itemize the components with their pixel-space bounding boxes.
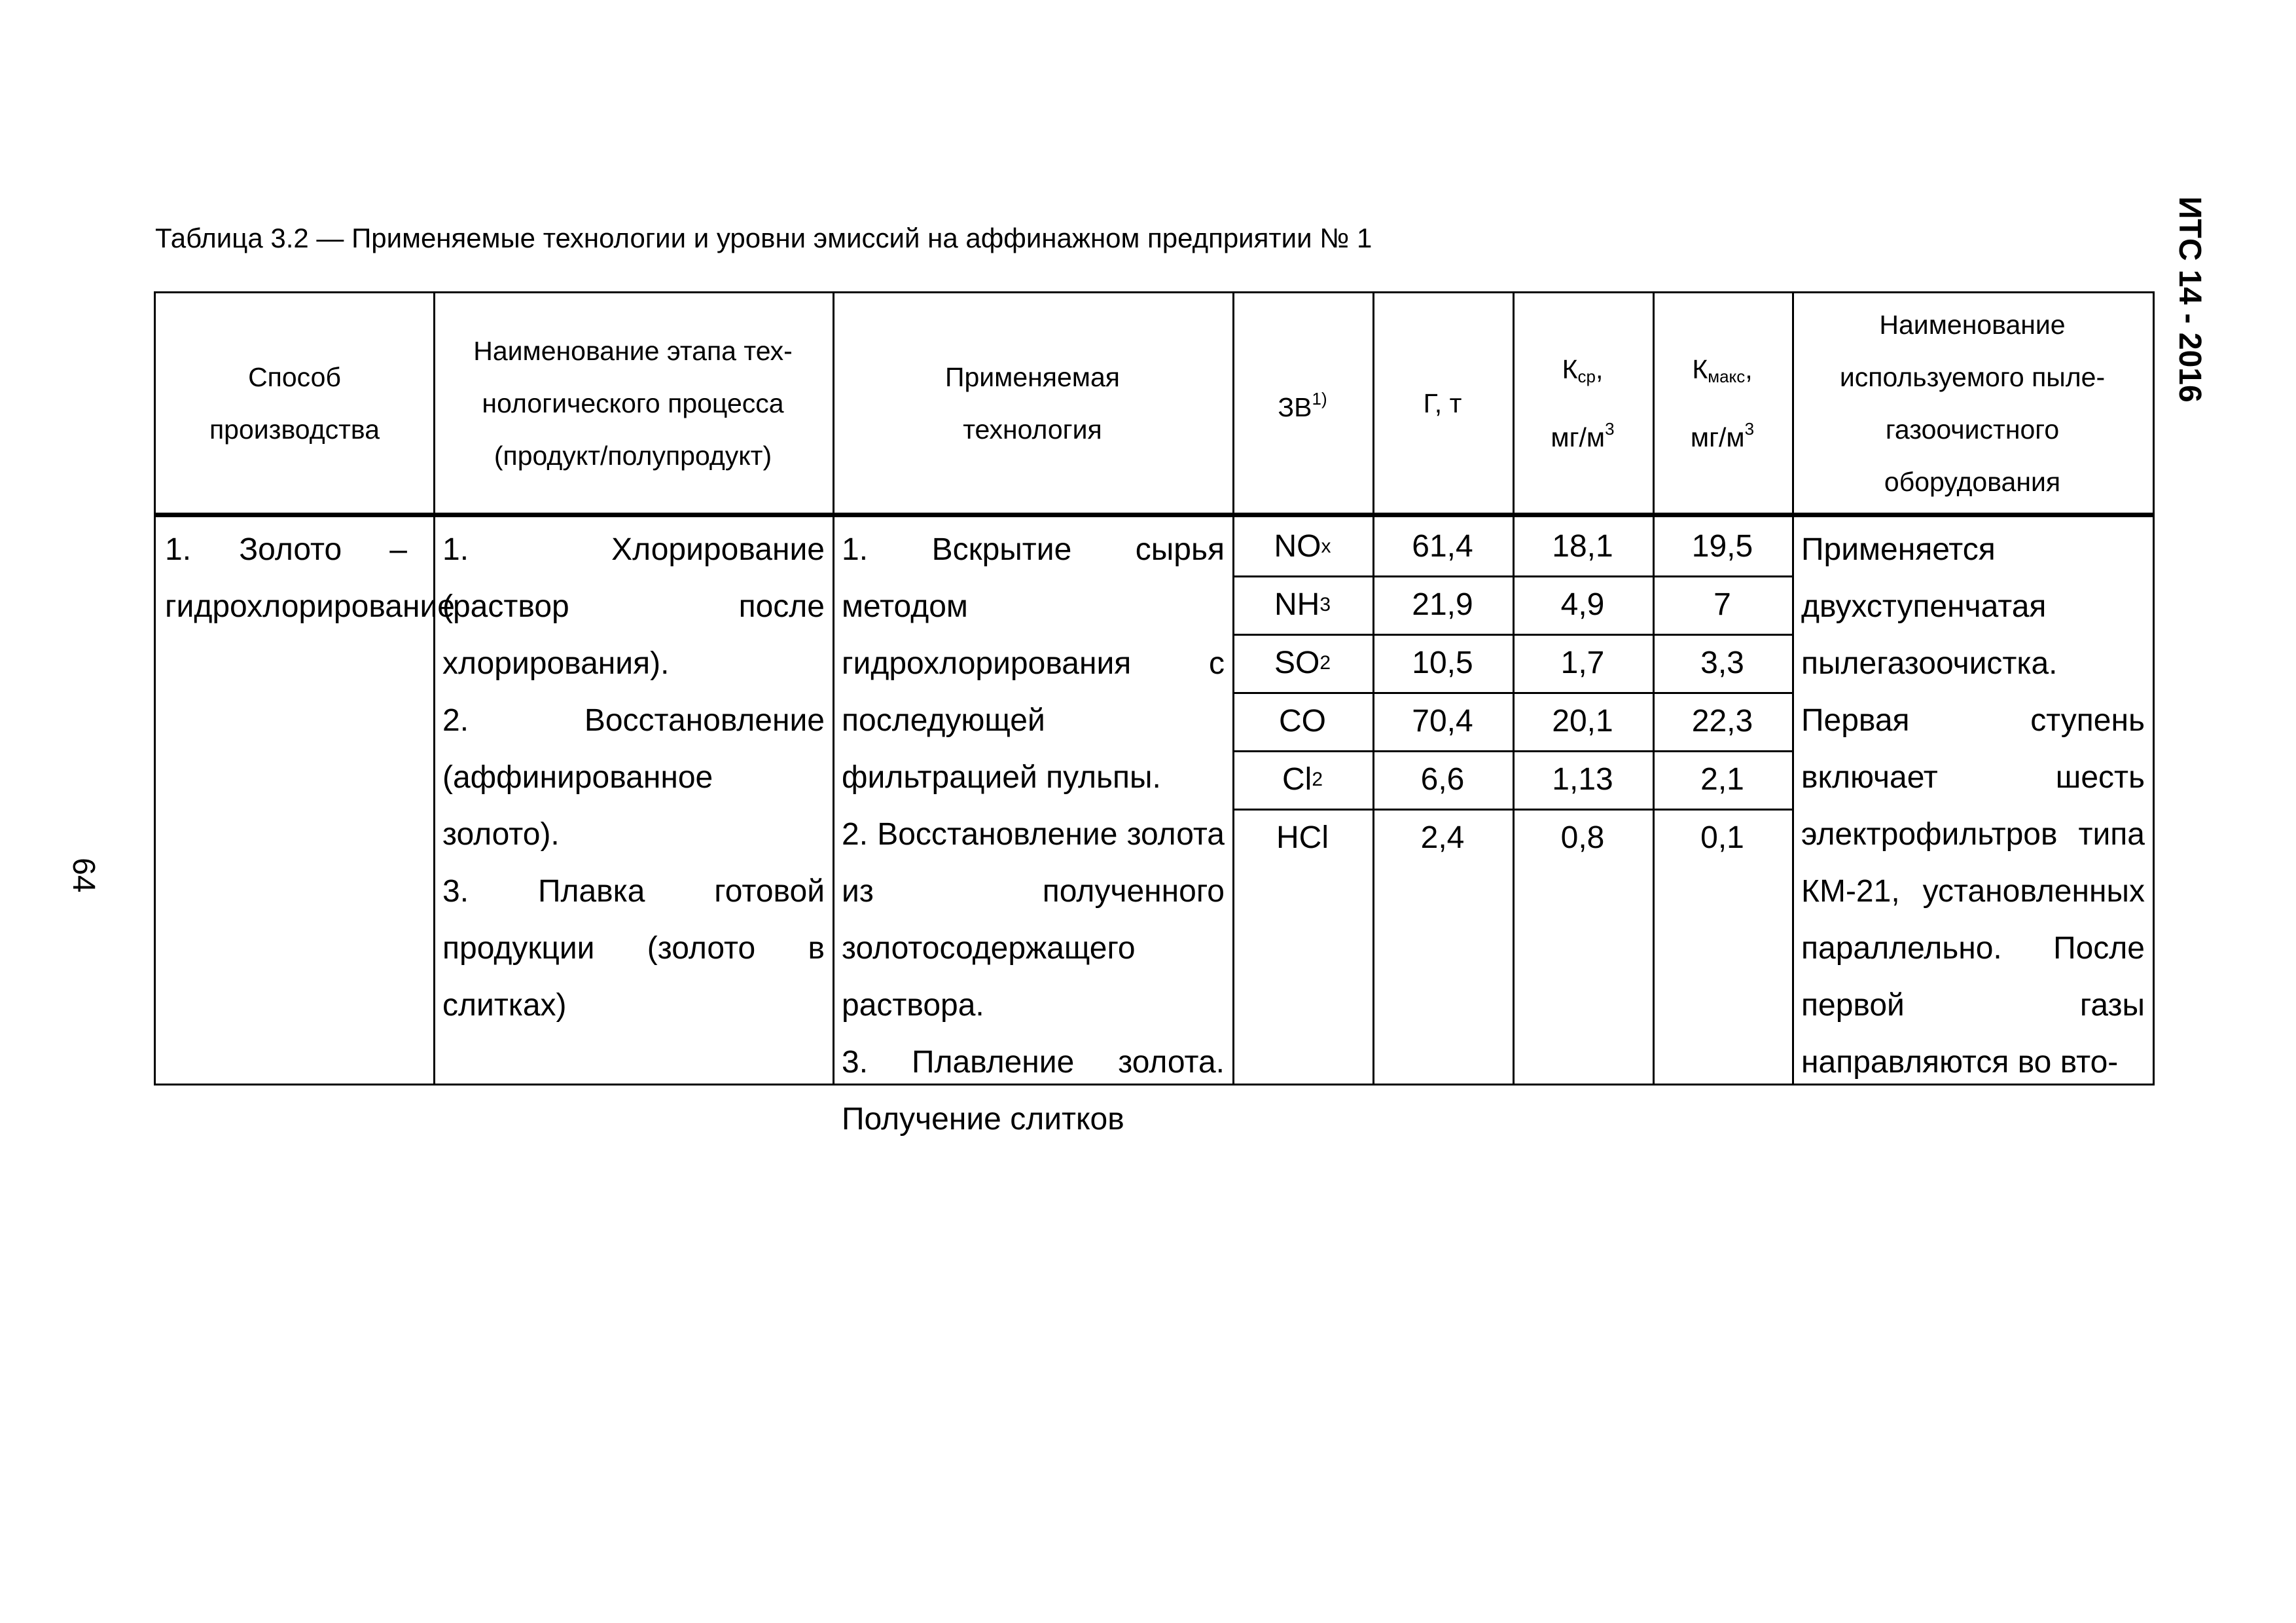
- stage-item: 3. Плавка готовой продукции (золото в слитках): [442, 874, 825, 1023]
- pollutant-cell: Cl 2: [1282, 762, 1323, 797]
- pollutant-cell: NO x: [1274, 529, 1331, 564]
- avg-concentration-cell: 0,8: [1560, 820, 1605, 855]
- pollutant-cell: NH 3: [1274, 587, 1331, 622]
- cell-stages: [433, 517, 833, 1034]
- header-separator: [156, 513, 2153, 517]
- table-header-row: [156, 293, 2153, 513]
- cell-method: 1. Золото – гидрохлорирование: [165, 532, 455, 624]
- max-concentration-cell: 19,5: [1691, 529, 1753, 564]
- cell-technology: [833, 517, 1232, 1148]
- mass-cell: 70,4: [1412, 704, 1473, 739]
- technology-item: 2. Восстановление золота из полученного золотосодержащего раствора.: [842, 817, 1225, 1023]
- mass-cell: 6,6: [1420, 762, 1465, 797]
- max-concentration-cell: 22,3: [1691, 704, 1753, 739]
- header-pollutant: ЗВ$^{1)}$: [1278, 389, 1327, 422]
- table-caption: Таблица 3.2 — Применяемые технологии и уровни эмиссий на аффинажном предприятии № 1: [155, 223, 1372, 253]
- avg-concentration-cell: 4,9: [1560, 587, 1605, 622]
- avg-concentration-cell: 20,1: [1552, 704, 1613, 739]
- avg-concentration-cell: 1,7: [1560, 646, 1605, 680]
- pollutant-cell: HCl: [1276, 820, 1329, 855]
- max-concentration-cell: 3,3: [1700, 646, 1744, 680]
- max-concentration-cell: 0,1: [1700, 820, 1744, 855]
- header-method: Способ производства: [209, 361, 380, 445]
- cell-equipment: Применяется двухступенчатая пылегазоочистка. Первая ступень включает шесть электрофильтров типа КМ-21, установленных параллельно. После первой газы направляются во вто-: [1801, 532, 2145, 1080]
- header-technology: Применяемая технология: [944, 361, 1120, 445]
- page-number: 64: [66, 858, 101, 893]
- mass-cell: 61,4: [1412, 529, 1473, 564]
- avg-concentration-cell: 18,1: [1552, 529, 1613, 564]
- pollutant-cell: CO: [1279, 704, 1326, 739]
- stage-item: 1. Хлорирование (раствор после хлорирования).: [442, 532, 825, 681]
- technology-item: 1. Вскрытие сырья методом гидрохлорирования с последующей фильтрацией пульпы.: [842, 532, 1225, 795]
- pollutant-cell: SO 2: [1274, 646, 1331, 680]
- stage-item: 2. Восстановление (аффинированное золото).: [442, 703, 825, 852]
- technology-item: 3. Плавление золота. Получение слитков: [842, 1045, 1225, 1137]
- mass-cell: 10,5: [1412, 646, 1473, 680]
- footnote-mark: 1): [1312, 389, 1327, 409]
- mass-cell: 2,4: [1420, 820, 1465, 855]
- header-mass: Г, т: [1423, 388, 1462, 418]
- avg-concentration-cell: 1,13: [1552, 762, 1613, 797]
- max-concentration-cell: 7: [1713, 587, 1731, 622]
- header-equipment: Наименование используемого пыле-газоочистного оборудования: [1839, 309, 2106, 497]
- max-concentration-cell: 2,1: [1700, 762, 1744, 797]
- document-code: ИТС 14 - 2016: [2172, 196, 2207, 403]
- emissions-table: [154, 291, 2155, 1137]
- header-avg-concentration: Кср, $мг/м^3$: [1551, 354, 1615, 452]
- header-max-concentration: Кмакс, $мг/м^3$: [1690, 354, 1755, 452]
- header-stage: Наименование этапа тех-нологического процесса (продукт/полупродукт): [473, 335, 793, 471]
- mass-cell: 21,9: [1412, 587, 1473, 622]
